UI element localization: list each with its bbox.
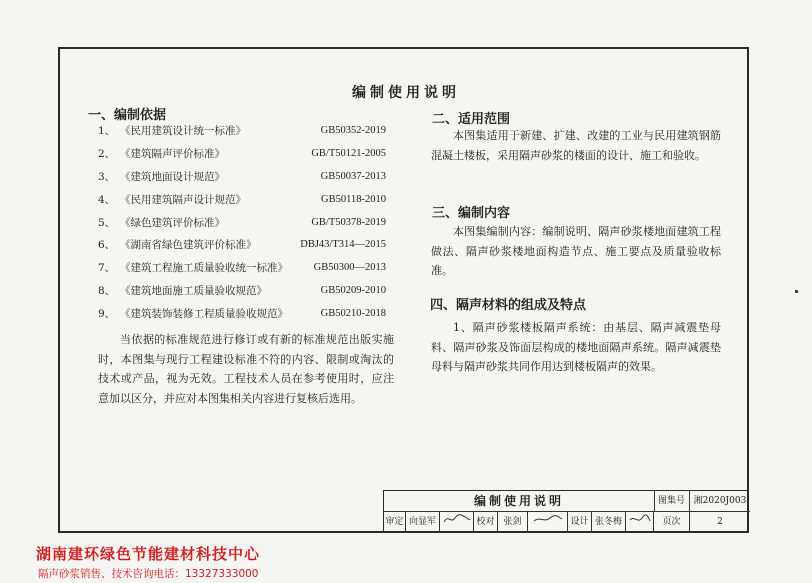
scan-speck: [795, 290, 798, 293]
signature-mark: [442, 512, 472, 526]
reference-item: [82, 212, 402, 235]
section-content-text: [431, 222, 721, 281]
reference-number: 6、: [98, 239, 116, 252]
reference-name: 《建筑工程施工质量验收统一标准》: [120, 262, 288, 275]
check-label: 校对: [474, 512, 498, 533]
page-title: 编制使用说明: [352, 85, 460, 101]
check-signature: [528, 512, 568, 533]
reference-name: 《民用建筑隔声设计规范》: [120, 193, 246, 206]
page-number: 2: [717, 517, 723, 527]
reference-name: 《民用建筑设计统一标准》: [120, 125, 246, 137]
reference-code: GB50210-2018: [320, 308, 386, 320]
signature-mark: [532, 512, 564, 526]
revision-note: [98, 330, 394, 408]
reference-code: GB50118-2010: [321, 193, 386, 205]
footer-brand: 湖南建环绿色节能建材科技中心: [36, 545, 261, 563]
reference-code: GB50209-2010: [320, 285, 386, 297]
reference-number: 9、: [98, 308, 116, 321]
revision-note-text: 当依据的标准规范进行修订或有新的标准规范出版实施时，本图集与现行工程建设标准不符的内容、限制或淘汰的技术或产品，视为无效。工程技术人员在参考使用时，应注意加以区分，并应对本图集相关内容进行复核后选用。: [98, 333, 394, 405]
section-materials-heading: 四、隔声材料的组成及特点: [430, 298, 587, 313]
atlas-number: 湘2020J003: [693, 496, 747, 506]
reference-number: 8、: [98, 285, 116, 298]
materials-text: 1、隔声砂浆楼板隔声系统：由基层、隔声减震垫母料、隔声砂浆及饰面层构成的楼地面隔声系统。隔声减震垫母料与隔声砂浆共同作用达到楼板隔声的效果。: [431, 321, 721, 373]
reference-number: 4、: [98, 193, 116, 206]
reference-item: [82, 257, 402, 280]
section-content-heading: 三、编制内容: [432, 206, 511, 221]
scope-text: 本图集适用于新建、扩建、改建的工业与民用建筑钢筋混凝土楼板，采用隔声砂浆的楼面的设计、施工和验收。: [431, 129, 721, 162]
reference-item: [82, 120, 402, 143]
section-scope-heading: 二、适用范围: [432, 112, 511, 127]
section-materials-text: [431, 318, 721, 377]
check-name: 张剑: [498, 512, 528, 533]
content-text: 本图集编制内容：编制说明、隔声砂浆楼地面建筑工程做法、隔声砂浆楼地面构造节点、施工要点及质量验收标准。: [431, 225, 721, 277]
reference-item: [82, 143, 402, 166]
design-name: 张冬梅: [592, 512, 626, 533]
design-signature: [626, 512, 654, 533]
reference-name: 《建筑地面设计规范》: [120, 170, 225, 183]
reference-item: [82, 280, 402, 303]
reference-number: 3、: [98, 170, 116, 183]
reference-name: 《湖南省绿色建筑评价标准》: [120, 239, 257, 252]
reference-item: [82, 234, 402, 257]
reference-name: 《绿色建筑评价标准》: [120, 216, 225, 229]
reference-number: 1、: [98, 125, 116, 137]
reference-number: 2、: [98, 147, 116, 160]
review-signature: [440, 512, 474, 533]
reference-item: [82, 303, 402, 326]
reference-item: [82, 189, 402, 212]
reference-code: GB50037-2013: [320, 170, 386, 182]
title-block-title: 编制使用说明: [384, 491, 655, 511]
reference-name: 《建筑装饰装修工程质量验收规范》: [120, 308, 288, 321]
signature-mark: [628, 512, 652, 526]
title-block-signatures: [384, 511, 750, 533]
title-block: [383, 490, 749, 533]
reference-list: [82, 120, 402, 326]
reference-code: GB/T50121-2005: [311, 147, 386, 159]
reference-code: GB/T50378-2019: [311, 216, 386, 228]
review-label: 审定: [384, 512, 406, 533]
section-scope-text: [431, 126, 721, 165]
reference-number: 5、: [98, 216, 116, 229]
atlas-number-label: 图集号: [654, 491, 690, 511]
reference-name: 《建筑隔声评价标准》: [120, 147, 225, 160]
review-name: 向显军: [406, 512, 440, 533]
reference-number: 7、: [98, 262, 116, 275]
footer-contact: 隔声砂浆销售、技术咨询电话：13327333000: [38, 568, 259, 580]
section-basis-heading: 一、编制依据: [88, 108, 167, 123]
reference-code: GB50352-2019: [320, 125, 386, 136]
design-label: 设计: [568, 512, 592, 533]
reference-code: GB50300—2013: [313, 262, 386, 274]
reference-name: 《建筑地面施工质量验收规范》: [120, 285, 267, 298]
reference-item: [82, 166, 402, 189]
reference-code: DBJ43/T314—2015: [300, 239, 386, 251]
page-label: 页次: [654, 512, 690, 533]
